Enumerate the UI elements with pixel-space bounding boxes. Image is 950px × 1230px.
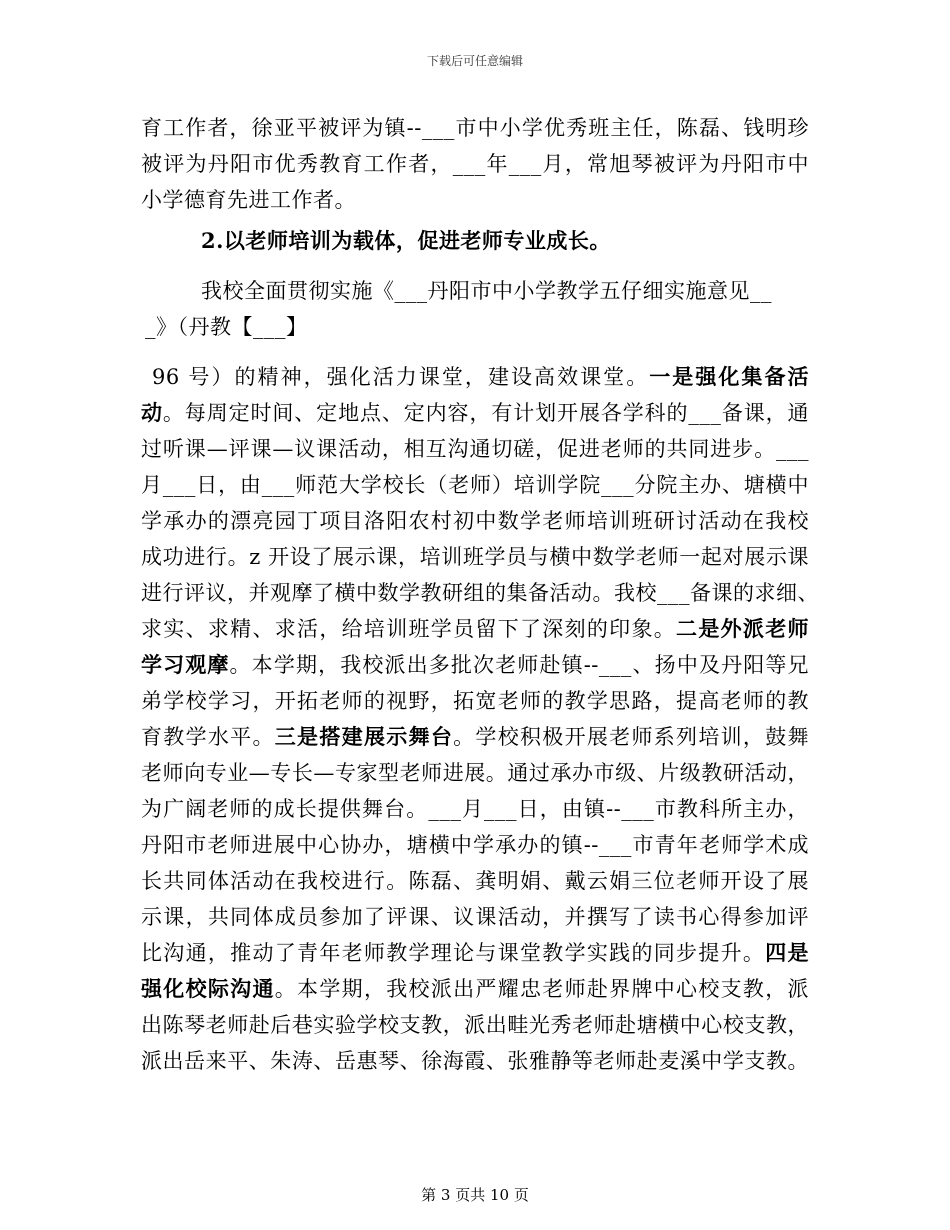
text-line: 我校全面贯彻实施《___丹阳市中小学教学五仔细实施意见__ [201, 279, 772, 303]
text-line: _》（丹教【___】 [145, 315, 308, 339]
text-line: 进行评议，并观摩了横中数学教研组的集备活动。我校___备课的求细、 [141, 581, 819, 605]
text-line: 长共同体活动在我校进行。陈磊、龚明娟、戴云娟三位老师开设了展 [141, 869, 809, 893]
text-line: 育教学水平。三是搭建展示舞台。学校积极开展老师系列培训，鼓舞 [141, 724, 810, 749]
section-heading: 2.以老师培训为载体，促进老师专业成长。 [201, 228, 611, 253]
text-line: 过听课—评课—议课活动，相互沟通切磋，促进老师的共同进步。___ [141, 437, 809, 461]
text-line: 为广阔老师的成长提供舞台。___月___日，由镇--___市教科所主办， [141, 797, 809, 821]
page-footer: 第 3 页共 10 页 [421, 1186, 529, 1204]
text-line: 求实、求精、求活，给培训班学员留下了深刻的印象。二是外派老师 [141, 616, 810, 641]
text-line: 出陈琴老师赴后巷实验学校支教，派出畦光秀老师赴塘横中心校支教， [141, 1013, 809, 1037]
text-line: 比沟通，推动了青年老师教学理论与课堂教学实践的同步提升。四是 [141, 940, 810, 965]
text-line: 丹阳市老师进展中心协办，塘横中学承办的镇--___市青年老师学术成 [141, 833, 809, 857]
text-line: 小学德育先进工作者。 [141, 188, 356, 212]
text-line: 96 号）的精神，强化活力课堂，建设高效课堂。一是强化集备活 [152, 364, 809, 389]
text-line: 育工作者，徐亚平被评为镇--___市中小学优秀班主任，陈磊、钱明珍 [141, 116, 809, 140]
page-header: 下载后可任意编辑 [426, 54, 523, 68]
text-line: 弟学校学习，开拓老师的视野，拓宽老师的教学思路，提高老师的教 [141, 689, 809, 713]
text-line: 强化校际沟通。本学期，我校派出严耀忠老师赴界牌中心校支教，派 [141, 976, 810, 1001]
text-line: 学承办的漂亮园丁项目洛阳农村初中数学老师培训班研讨活动在我校 [141, 509, 809, 533]
text-line: 学习观摩。本学期，我校派出多批次老师赴镇--___、扬中及丹阳等兄 [141, 652, 809, 677]
text-line: 动。每周定时间、定地点、定内容，有计划开展各学科的___备课，通 [141, 400, 810, 425]
text-line: 老师向专业—专长—专家型老师进展。通过承办市级、片级教研活动， [141, 761, 809, 785]
text-line: 被评为丹阳市优秀教育工作者，___年___月，常旭琴被评为丹阳市中 [141, 152, 809, 176]
text-line: 月___日，由___师范大学校长（老师）培训学院___分院主办、塘横中 [141, 473, 809, 497]
text-line: 示课，共同体成员参加了评课、议课活动，并撰写了读书心得参加评 [141, 905, 809, 929]
text-line: 成功进行。z 开设了展示课，培训班学员与横中数学老师一起对展示课 [141, 545, 809, 569]
text-line: 派出岳来平、朱涛、岳惠琴、徐海霞、张雅静等老师赴麦溪中学支教。 [141, 1049, 809, 1073]
